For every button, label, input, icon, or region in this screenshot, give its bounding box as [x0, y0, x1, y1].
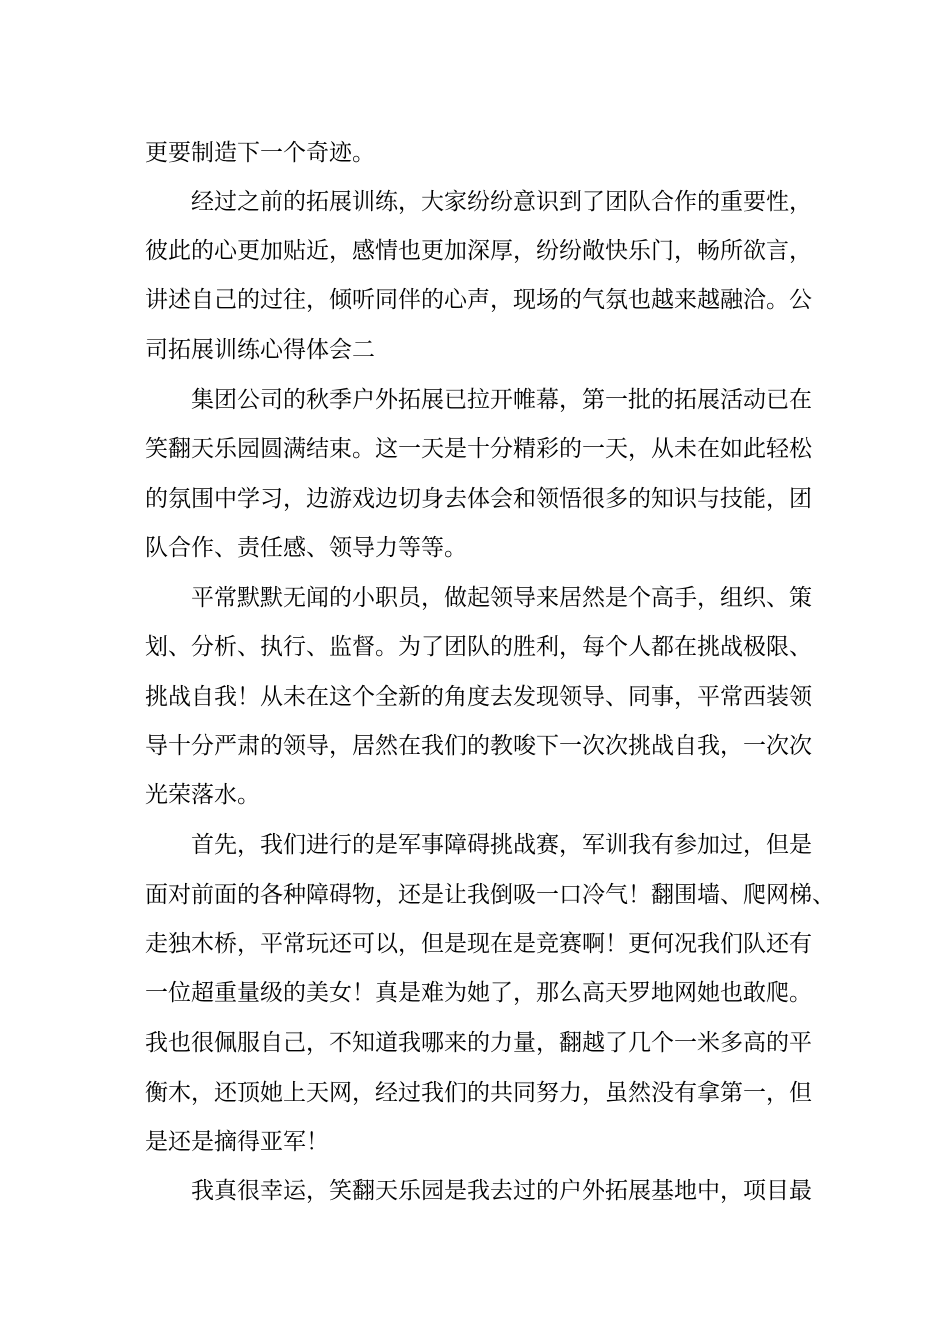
text-line: 彼此的心更加贴近，感情也更加深厚，纷纷敞快乐门，畅所欲言， — [145, 238, 812, 264]
text-line: 一位超重量级的美女！真是难为她了，那么高天罗地网她也敢爬。 — [145, 980, 812, 1006]
paragraph-start-line: 首先，我们进行的是军事障碍挑战赛，军训我有参加过，但是 — [191, 832, 812, 858]
text-line: 笑翻天乐园圆满结束。这一天是十分精彩的一天，从未在如此轻松 — [145, 436, 812, 462]
text-line: 导十分严肃的领导，居然在我们的教唆下一次次挑战自我，一次次 — [145, 733, 812, 759]
text-line: 走独木桥，平常玩还可以，但是现在是竞赛啊！更何况我们队还有 — [145, 931, 812, 957]
text-line: 光荣落水。 — [145, 782, 260, 808]
text-line: 衡木，还顶她上天网，经过我们的共同努力，虽然没有拿第一，但 — [145, 1080, 812, 1106]
text-line: 面对前面的各种障碍物，还是让我倒吸一口冷气！翻围墙、爬网梯、 — [145, 882, 835, 908]
text-line: 划、分析、执行、监督。为了团队的胜利，每个人都在挑战极限、 — [145, 634, 812, 660]
text-line: 我也很佩服自己，不知道我哪来的力量，翻越了几个一米多高的平 — [145, 1030, 812, 1056]
section-heading-line: 司拓展训练心得体会二 — [145, 337, 375, 363]
text-line: 讲述自己的过往，倾听同伴的心声，现场的气氛也越来越融洽。公 — [145, 287, 812, 313]
text-line: 是还是摘得亚军！ — [145, 1129, 329, 1155]
text-line: 的氛围中学习，边游戏边切身去体会和领悟很多的知识与技能，团 — [145, 486, 812, 512]
paragraph-start-line: 平常默默无闻的小职员，做起领导来居然是个高手，组织、策 — [191, 585, 812, 611]
paragraph-start-line: 我真很幸运，笑翻天乐园是我去过的户外拓展基地中，项目最 — [191, 1178, 812, 1204]
paragraph-start-line: 经过之前的拓展训练，大家纷纷意识到了团队合作的重要性， — [191, 189, 812, 215]
text-line: 队合作、责任感、领导力等等。 — [145, 535, 467, 561]
text-line: 更要制造下一个奇迹。 — [145, 140, 375, 166]
paragraph-start-line: 集团公司的秋季户外拓展已拉开帷幕，第一批的拓展活动已在 — [191, 387, 812, 413]
text-line: 挑战自我！从未在这个全新的角度去发现领导、同事，平常西装领 — [145, 684, 812, 710]
